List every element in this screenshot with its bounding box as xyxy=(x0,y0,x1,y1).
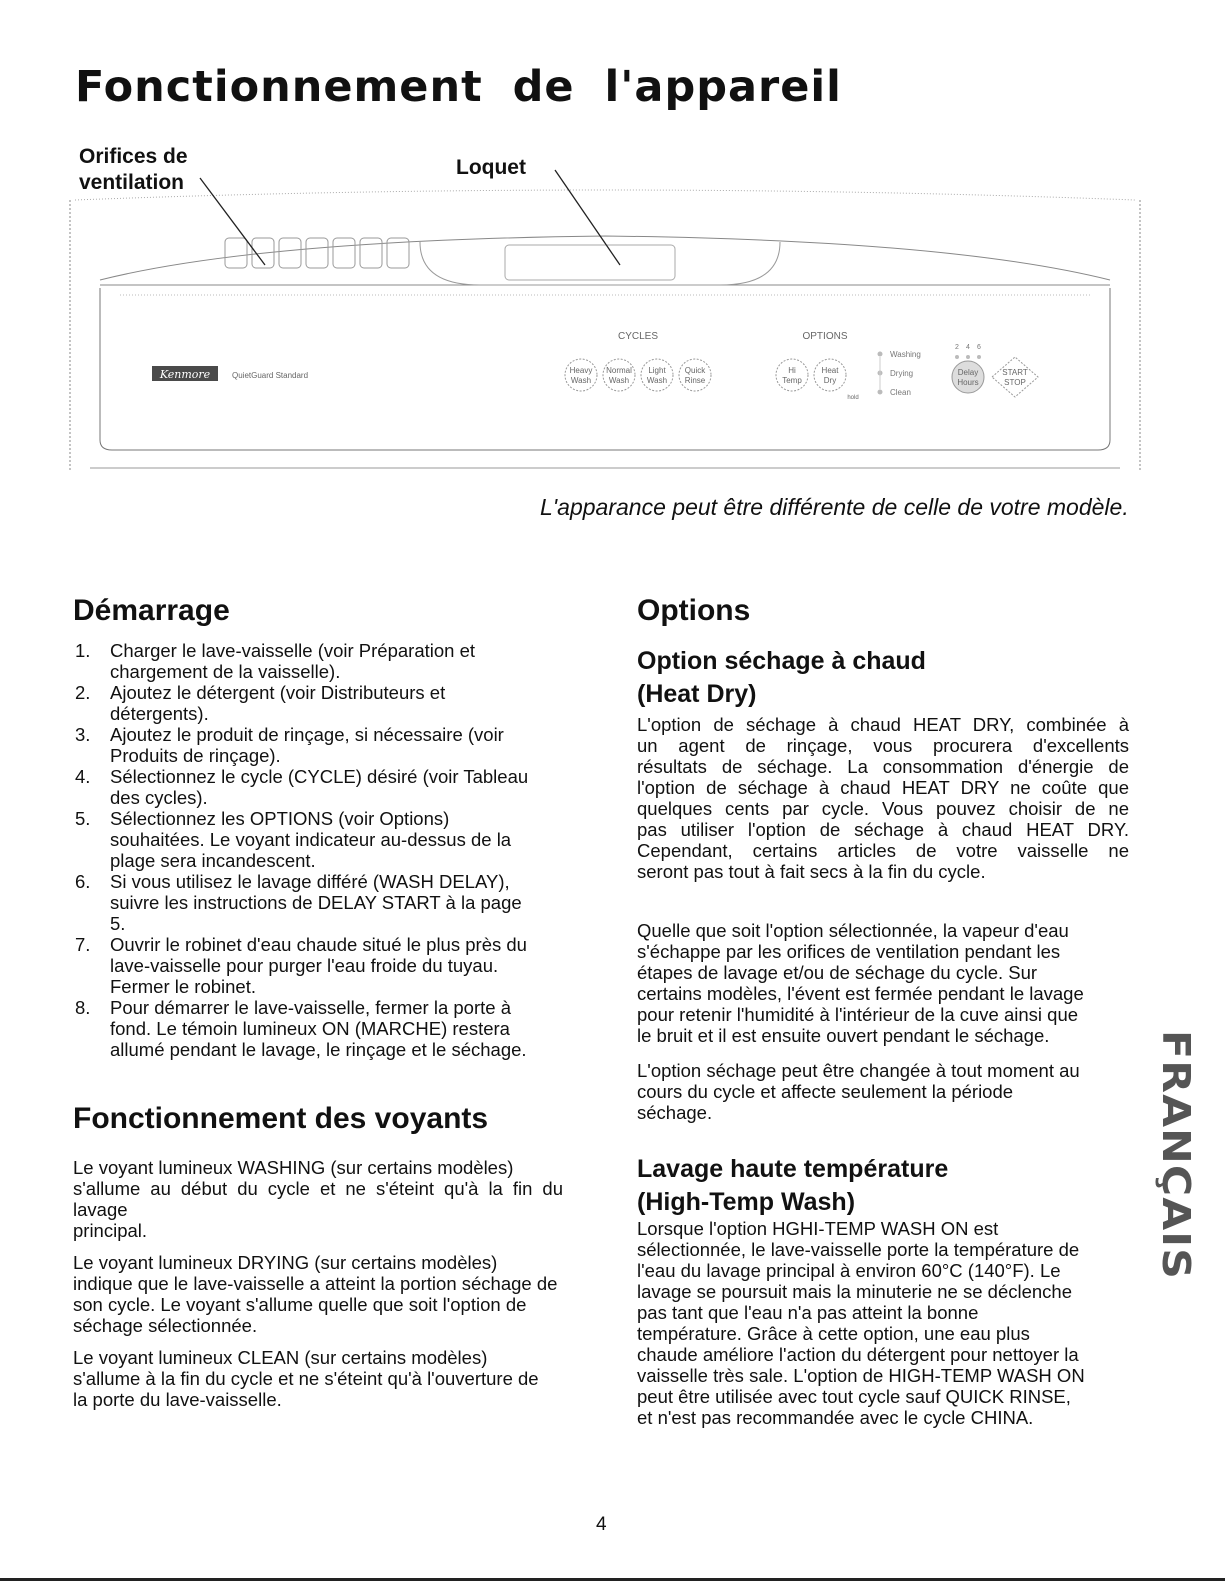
delay-2-label: 2 xyxy=(955,344,959,351)
svg-text:Delay: Delay xyxy=(957,368,979,377)
demarrage-step: 4. Sélectionnez le cycle (CYCLE) désiré (voir Tableau des cycles). xyxy=(75,766,529,808)
demarrage-step: 7. Ouvrir le robinet d'eau chaude situé le plus près du lave-vaisselle pour purger l'eau froide du tuyau. Fermer le robinet. xyxy=(75,934,527,997)
high-temp-heading: Lavage haute température (High-Temp Wash) xyxy=(637,1155,949,1216)
demarrage-heading: Démarrage xyxy=(73,594,230,627)
clean-paragraph: Le voyant lumineux CLEAN (sur certains modèles) s'allume à la fin du cycle et ne s'éteint qu'à l'ouverture de la porte du lave-vaisselle. xyxy=(73,1347,539,1410)
hold-label: hold xyxy=(847,395,859,401)
step-number: 3. xyxy=(75,724,91,745)
footer-rule xyxy=(0,1578,1225,1581)
svg-text:Heavy: Heavy xyxy=(569,366,593,375)
step-number: 1. xyxy=(75,640,91,661)
figure-caption: L'apparance peut être différente de celle de votre modèle. xyxy=(540,494,1129,520)
step-number: 6. xyxy=(75,871,91,892)
heat-dry-button[interactable] xyxy=(814,359,846,391)
svg-text:Temp: Temp xyxy=(782,376,802,385)
svg-text:Quick: Quick xyxy=(684,366,706,375)
svg-text:Heat: Heat xyxy=(821,366,839,375)
svg-text:Rinse: Rinse xyxy=(684,376,706,385)
page-title: Fonctionnement de l'appareil xyxy=(75,62,842,112)
step-number: 2. xyxy=(75,682,91,703)
quick-rinse-button[interactable] xyxy=(679,359,711,391)
drying-change-paragraph: L'option séchage peut être changée à tout moment au cours du cycle et affecte seulement la période séchage. xyxy=(637,1060,1080,1123)
heat-dry-heading: Option séchage à chaud (Heat Dry) xyxy=(637,647,926,708)
svg-text:START: START xyxy=(1002,368,1028,377)
vents-callout-line-2: ventilation xyxy=(79,171,185,194)
svg-text:FRANÇAIS: FRANÇAIS xyxy=(1154,1030,1198,1254)
drying-paragraph: Le voyant lumineux DRYING (sur certains modèles) indique que le lave-vaisselle a atteint la portion séchage de son cycle. Le voyant s'allume quelle que soit l'option de séchage sélectionnée. xyxy=(73,1252,558,1336)
svg-text:Wash: Wash xyxy=(646,376,668,385)
demarrage-step: 6. Si vous utilisez le lavage différé (WASH DELAY), suivre les instructions de DELAY START à la page 5. xyxy=(75,871,522,934)
washing-paragraph: Le voyant lumineux WASHING (sur certains modèles) s'allume au début du cycle et ne s'éteint qu'à la fin du lavage principal. xyxy=(73,1157,563,1241)
latch-callout: Loquet xyxy=(456,156,526,179)
page-number: 4 xyxy=(596,1514,607,1535)
svg-text:Hi: Hi xyxy=(788,366,796,375)
svg-text:Hours: Hours xyxy=(957,378,979,387)
light-wash-button[interactable] xyxy=(641,359,673,391)
svg-text:Wash: Wash xyxy=(608,376,630,385)
control-panel-figure xyxy=(60,150,1150,480)
cycles-label: CYCLES xyxy=(617,331,659,342)
clean-light-icon xyxy=(878,390,883,395)
vents-paragraph: Quelle que soit l'option sélectionnée, la vapeur d'eau s'échappe par les orifices de ventilation pendant les étapes de lavage et/ou de séchage du cycle. Sur certains modèles, l'évent est fermée pendant le lavage pour retenir l'humidité à l'intérieur de la cuve ainsi que le bruit et il est ensuite ouvert pendant le séchage. xyxy=(637,920,1084,1046)
options-heading: Options xyxy=(637,594,751,627)
step-number: 7. xyxy=(75,934,91,955)
normal-wash-button[interactable] xyxy=(603,359,635,391)
start-stop-button[interactable] xyxy=(992,357,1038,397)
voyants-body xyxy=(73,1157,563,1410)
demarrage-step: 8. Pour démarrer le lave-vaisselle, fermer la porte à fond. Le témoin lumineux ON (MARCHE) restera allumé pendant le lavage, le rinçage et le séchage. xyxy=(75,997,527,1060)
kenmore-logo-text: Kenmore xyxy=(159,368,211,381)
washing-light-label: Washing xyxy=(890,350,921,359)
svg-text:Light: Light xyxy=(648,366,666,375)
demarrage-step: 1. Charger le lave-vaisselle (voir Préparation et chargement de la vaisselle). xyxy=(75,640,476,682)
clean-light-label: Clean xyxy=(890,388,911,397)
svg-text:Wash: Wash xyxy=(570,376,592,385)
washing-light-icon xyxy=(878,352,883,357)
svg-text:STOP: STOP xyxy=(1004,378,1026,387)
hi-temp-button[interactable] xyxy=(776,359,808,391)
demarrage-step: 5. Sélectionnez les OPTIONS (voir Options) souhaitées. Le voyant indicateur au-dessus de la plage sera incandescent. xyxy=(75,808,512,871)
step-number: 8. xyxy=(75,997,91,1018)
demarrage-step: 2. Ajoutez le détergent (voir Distributeurs et détergents). xyxy=(75,682,446,724)
step-number: 4. xyxy=(75,766,91,787)
demarrage-step: 3. Ajoutez le produit de rinçage, si nécessaire (voir Produits de rinçage). xyxy=(75,724,504,766)
heavy-wash-button[interactable] xyxy=(565,359,597,391)
model-name: QuietGuard Standard xyxy=(232,371,309,380)
delay-hours-button[interactable] xyxy=(952,361,984,393)
delay-4-label: 4 xyxy=(966,344,970,351)
voyants-heading: Fonctionnement des voyants xyxy=(73,1102,489,1135)
high-temp-paragraph: Lorsque l'option HGHI-TEMP WASH ON est sélectionnée, le lave-vaisselle porte la température de l'eau du lavage principal à environ 60°C (140°F). Le lavage se poursuit mais la minuterie ne se déclenche pas tant que l'eau n'a pas atteint la bonne température. Grâce à cette option, une eau plus chaude améliore l'action du détergent pour nettoyer la vaisselle très sale. L'option de HIGH-TEMP WASH ON peut être utilisée avec tout cycle sauf QUICK RINSE, et n'est pas recommandée avec le cycle CHINA. xyxy=(637,1218,1085,1428)
delay-6-label: 6 xyxy=(977,344,981,351)
options-label: OPTIONS xyxy=(802,331,848,342)
drying-light-label: Drying xyxy=(890,369,914,378)
vents-callout-line-1: Orifices de xyxy=(79,145,188,168)
demarrage-steps xyxy=(73,640,563,1060)
step-number: 5. xyxy=(75,808,91,829)
heat-dry-paragraph: L'option de séchage à chaud HEAT DRY, combinée à un agent de rinçage, vous procurera d'excellents résultats de séchage. La consommation d'énergie de l'option de séchage à chaud HEAT DRY ne coûte que quelques cents par cycle. Vous pouvez choisir de ne pas utiliser l'option de séchage à chaud HEAT DRY. Cependant, certains articles de votre vaisselle ne seront pas tout à fait secs à la fin du cycle. xyxy=(637,714,1129,882)
svg-text:Dry: Dry xyxy=(823,376,837,385)
svg-text:Normal: Normal xyxy=(606,366,632,375)
language-side-tab xyxy=(1133,1030,1198,1285)
